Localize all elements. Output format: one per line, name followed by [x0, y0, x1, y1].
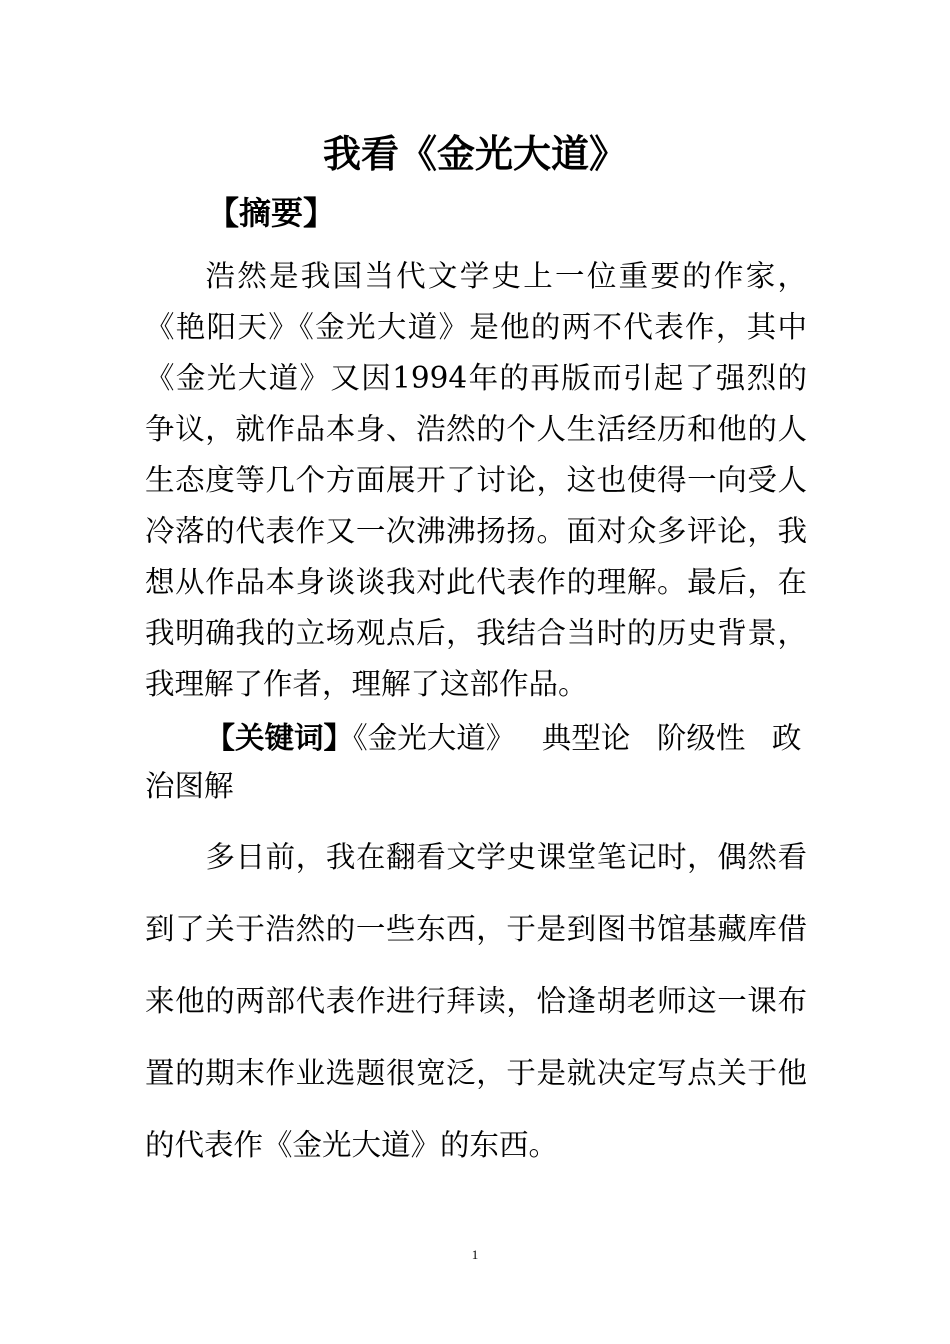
keywords-line [145, 714, 807, 810]
abstract-heading: 【摘要】 [207, 194, 336, 232]
abstract-paragraph: 浩然是我国当代文学史上一位重要的作家，《艳阳天》《金光大道》是他的两不代表作，其中《金光大道》又因1994年的再版而引起了强烈的争议，就作品本身、浩然的个人生活经历和他的人生态度等几个方面展开了讨论，这也使得一向受人冷落的代表作又一次沸沸扬扬。面对众多评论，我想从作品本身谈谈我对此代表作的理解。最后，在我明确我的立场观点后，我结合当时的历史背景，我理解了作者，理解了这部作品。 [145, 259, 807, 701]
keyword-item: 阶级性 [656, 721, 746, 755]
document-title: 我看《金光大道》 [322, 132, 627, 176]
keyword-item: 《金光大道》 [352, 721, 516, 755]
keyword-item: 典型论 [541, 721, 631, 755]
keywords-label: 【关键词】 [205, 721, 353, 755]
body-paragraph: 多日前，我在翻看文学史课堂笔记时，偶然看到了关于浩然的一些东西，于是到图书馆基藏库借来他的两部代表作进行拜读，恰逢胡老师这一课布置的期末作业选题很宽泛，于是就决定写点关于他的代表作《金光大道》的东西。 [145, 840, 807, 1162]
page-number: 1 [471, 1247, 479, 1262]
keyword-item: 政治图解 [145, 721, 802, 803]
